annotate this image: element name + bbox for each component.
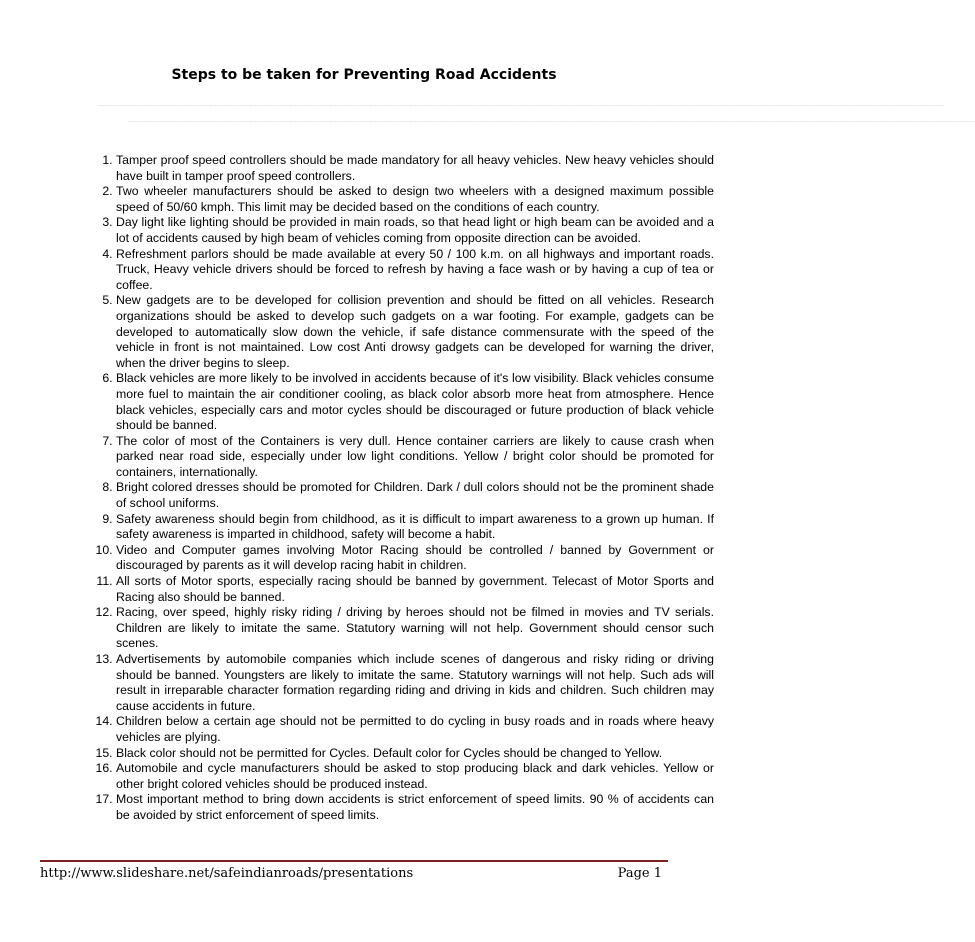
fine-print-line-2: ........................................................................................................................................................................................................................................................................................................................................................................................................................................................................................................................................................................................................................................................................................................................................................................................................................................................................................................................................................................................................................................................ — [128, 119, 975, 123]
list-item: 5. New gadgets are to be developed for collision prevention and should be fitted on all vehicles. Research organizations should be asked to develop such gadgets on a war footing. For example, gadgets can be developed to automatically slow down the vehicle, if safe distance commensurate with the speed of the vehicle in front is not maintained. Low cost Anti drowsy gadgets can be developed for warning the driver, when the driver begins to sleep. — [116, 293, 714, 371]
document-title: Steps to be taken for Preventing Road Accidents — [171, 67, 557, 83]
list-item: 4. Refreshment parlors should be made available at every 50 / 100 k.m. on all highways and important roads. Truck, Heavy vehicle drivers should be forced to refresh by having a face wash or by having a cup of tea or coffee. — [116, 247, 714, 294]
list-item: 6. Black vehicles are more likely to be involved in accidents because of it's low visibility. Black vehicles consume more fuel to maintain the air conditioner cooling, as black color absorb more heat from atmosphere. Hence black vehicles, especially cars and motor cycles should be discouraged or future production of black vehicle should be banned. — [116, 371, 714, 433]
list-item: 7. The color of most of the Containers is very dull. Hence container carriers are likely to cause crash when parked near road side, especially under low light conditions. Yellow / bright color should be promoted for containers, internationally. — [116, 434, 714, 481]
list-item: 3. Day light like lighting should be provided in main roads, so that head light or high beam can be avoided and a lot of accidents caused by high beam of vehicles coming from opposite direction can be avoided. — [116, 215, 714, 246]
list-item: 15. Black color should not be permitted for Cycles. Default color for Cycles should be changed to Yellow. — [116, 746, 714, 762]
list-item: 1. Tamper proof speed controllers should be made mandatory for all heavy vehicles. New heavy vehicles should have built in tamper proof speed controllers. — [116, 153, 714, 184]
steps-list — [60, 153, 714, 824]
list-item: 14. Children below a certain age should not be permitted to do cycling in busy roads and in roads where heavy vehicles are plying. — [116, 714, 714, 745]
list-item: 13. Advertisements by automobile companies which include scenes of dangerous and risky riding or driving should be banned. Youngsters are likely to imitate the same. Statutory warnings will not help. Such ads will result in irreparable character formation regarding riding and driving in kids and children. Such children may cause accidents in future. — [116, 652, 714, 714]
list-item: 11. All sorts of Motor sports, especially racing should be banned by government. Telecast of Motor Sports and Racing also should be banned. — [116, 574, 714, 605]
list-item: 8. Bright colored dresses should be promoted for Children. Dark / dull colors should not be the prominent shade of school uniforms. — [116, 480, 714, 511]
list-item: 10. Video and Computer games involving Motor Racing should be controlled / banned by Government or discouraged by parents as it will develop racing habit in children. — [116, 543, 714, 574]
list-item: 9. Safety awareness should begin from childhood, as it is difficult to impart awareness to a grown up human. If safety awareness is imparted in childhood, safety will become a habit. — [116, 512, 714, 543]
footer-url: http://www.slideshare.net/safeindianroads/presentations — [40, 866, 414, 881]
list-item: 12. Racing, over speed, highly risky riding / driving by heroes should not be filmed in movies and TV serials. Children are likely to imitate the same. Statutory warning will not help. Government should censor such scenes. — [116, 605, 714, 652]
fine-print-line-1: ........................................................................................................................................................................................................................................................................................................................................................................................................................................................................................................................................................................................................................................................................................................................................................................................................................................................................................................................................................................................................................................................ — [98, 103, 945, 107]
list-item: 17. Most important method to bring down accidents is strict enforcement of speed limits. 90 % of accidents can be avoided by strict enforcement of speed limits. — [116, 792, 714, 823]
page-number: Page 1 — [617, 866, 662, 881]
footer-divider — [40, 860, 668, 862]
list-item: 16. Automobile and cycle manufacturers should be asked to stop producing black and dark vehicles. Yellow or other bright colored vehicles should be produced instead. — [116, 761, 714, 792]
list-item: 2. Two wheeler manufacturers should be asked to design two wheelers with a designed maximum possible speed of 50/60 kmph. This limit may be decided based on the conditions of each country. — [116, 184, 714, 215]
